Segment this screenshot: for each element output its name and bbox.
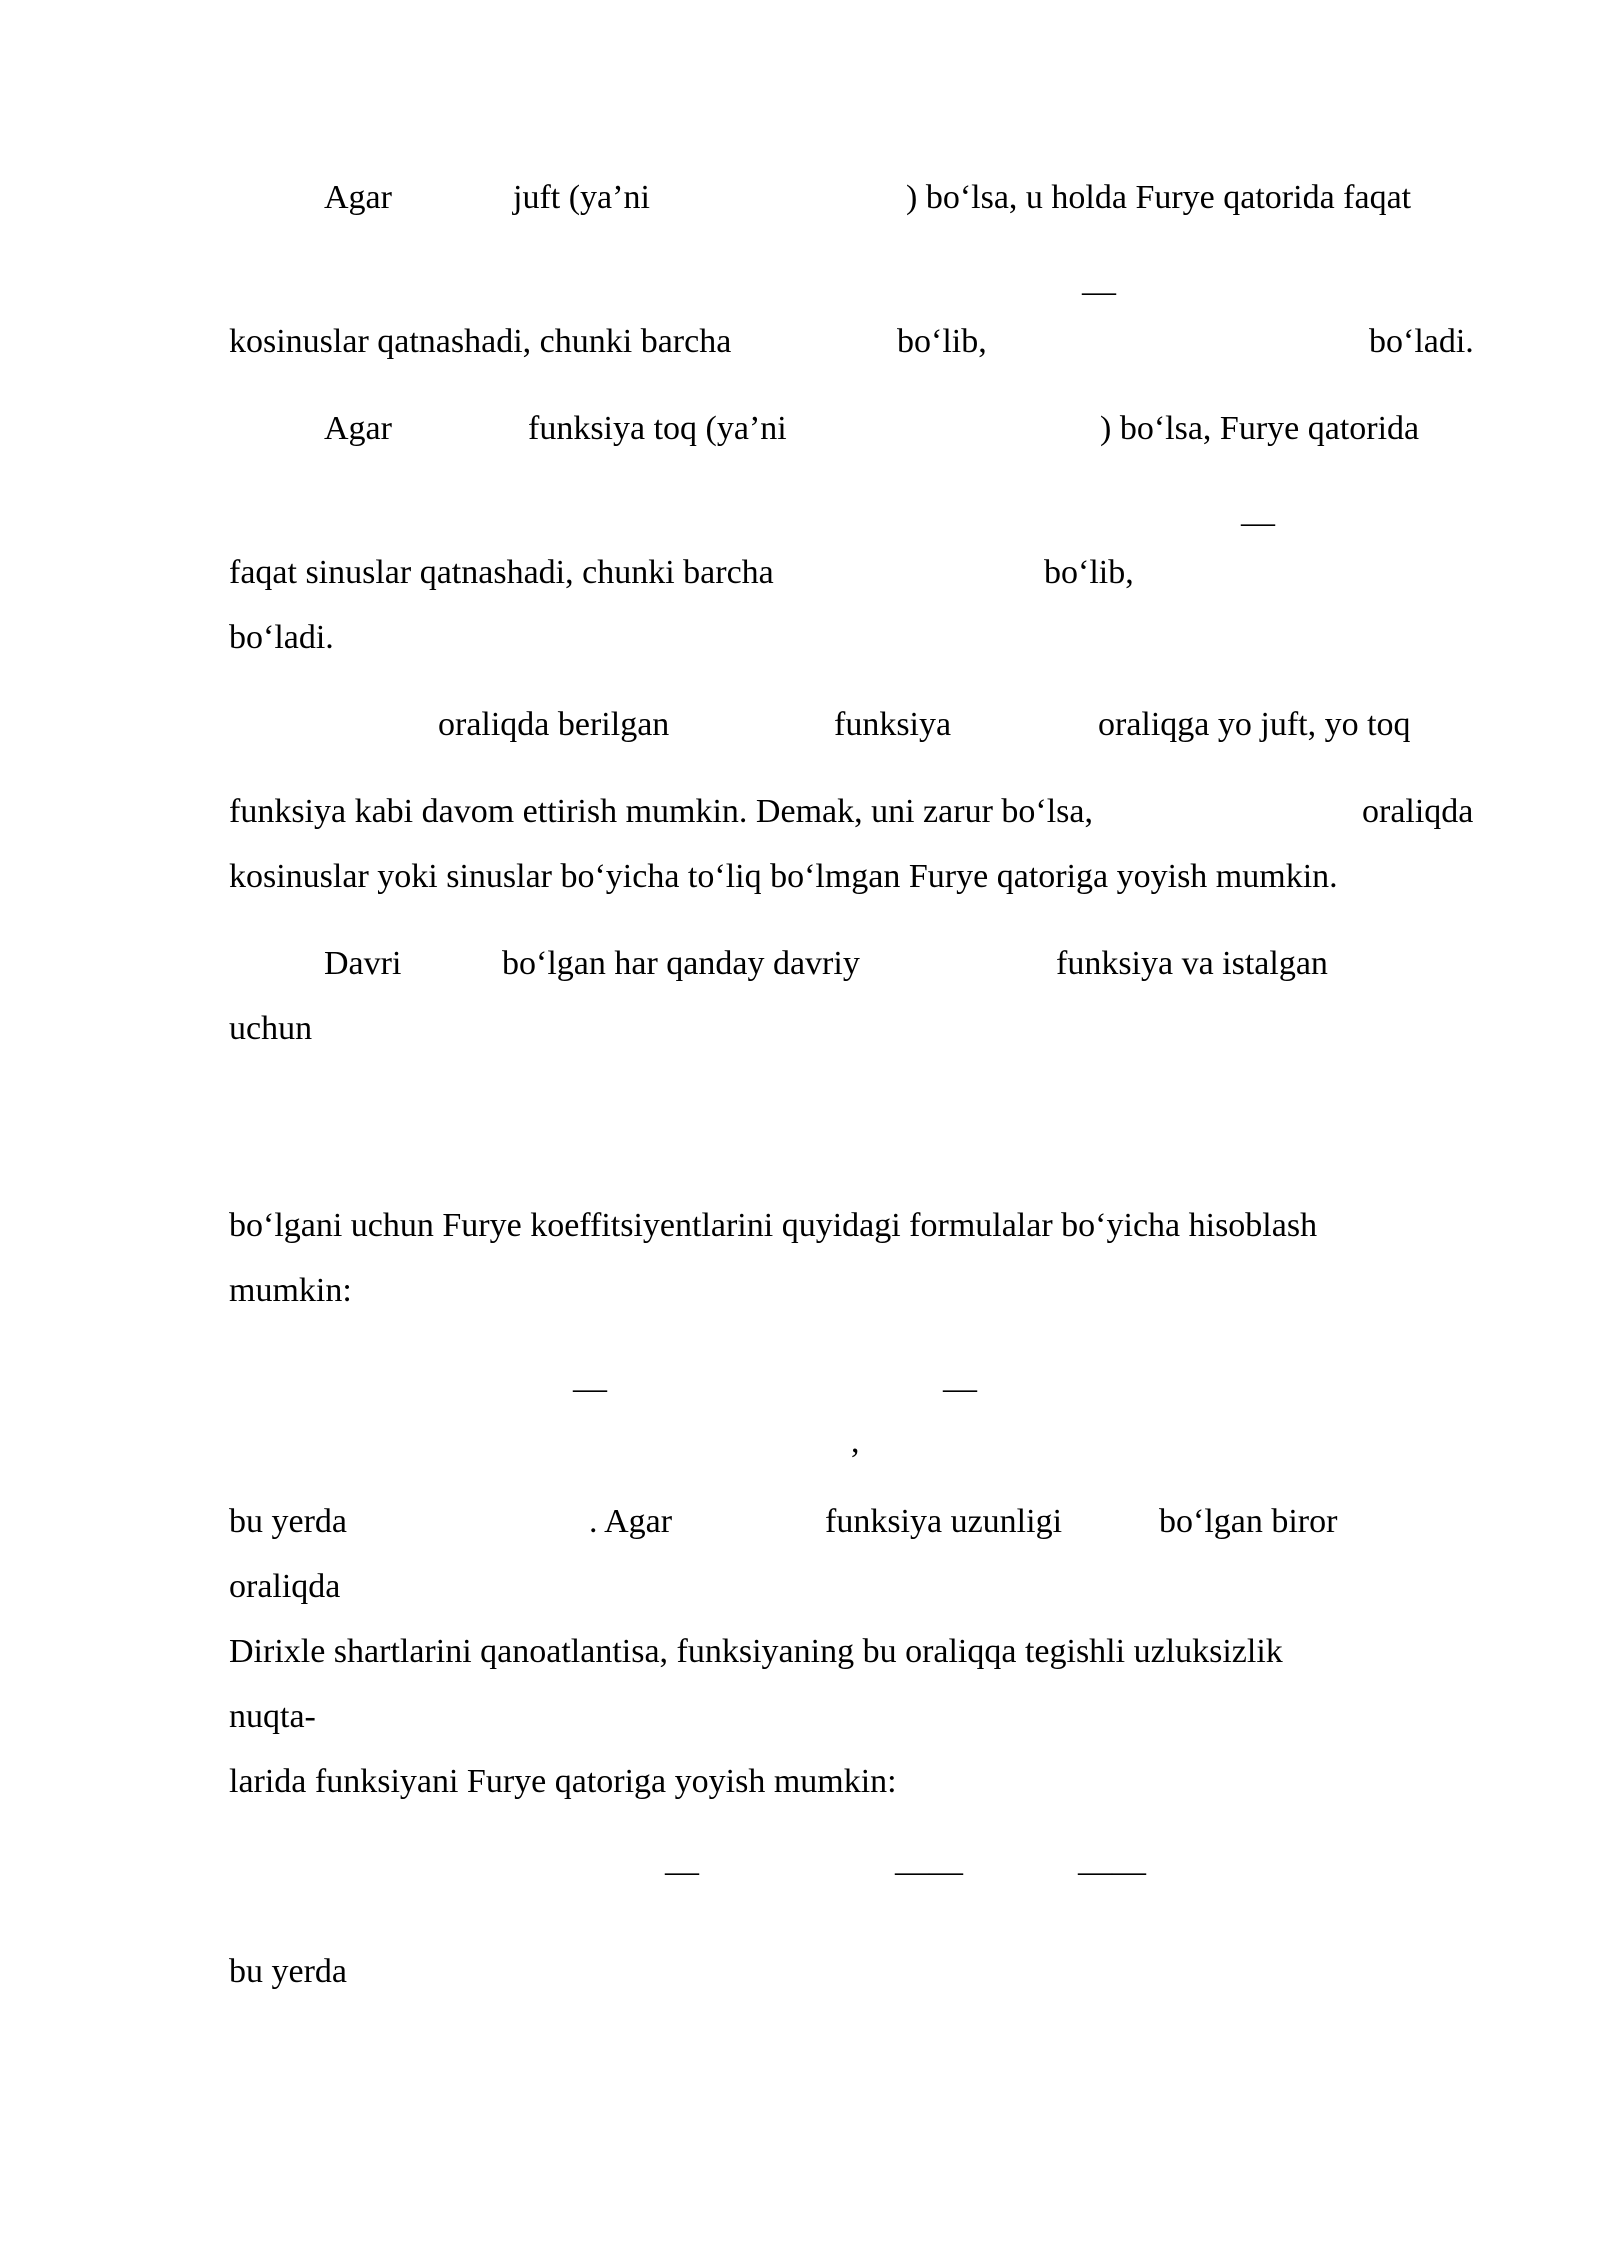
p2-line2-text: faqat sinuslar qatnashadi, chunki barcha — [229, 554, 774, 591]
p3-line2-text: funksiya kabi davom ettirish mumkin. Demak, uni zarur bo‘lsa, — [229, 793, 1093, 830]
p6-word-bolgan: bo‘lgan biror — [1159, 1503, 1338, 1540]
p3-word-oraliqda: oraliqda berilgan — [438, 706, 670, 743]
p2-fraction-bar: — — [1241, 504, 1275, 541]
p6-word-funksiya: funksiya uzunligi — [825, 1503, 1063, 1540]
p4-line2-uchun: uchun — [229, 1010, 313, 1047]
p4-word-davri: Davri — [324, 945, 402, 982]
p3-line2-oraliqda: oraliqda — [1362, 793, 1474, 830]
p5-fraction-bar-1: — — [573, 1370, 607, 1407]
p5-line2-text: mumkin: — [229, 1272, 352, 1309]
p1-line2-bolib: bo‘lib, — [897, 323, 987, 360]
p6-word-agar: . Agar — [589, 1503, 673, 1540]
p1-line2-text: kosinuslar qatnashadi, chunki barcha — [229, 323, 732, 360]
p1-word-juft: juft (ya’ni — [513, 179, 650, 216]
p1-text-end: ) bo‘lsa, u holda Furye qatorida faqat — [906, 179, 1412, 216]
p6-line2-oraliqda: oraliqda — [229, 1568, 341, 1605]
p1-fraction-bar: — — [1082, 273, 1116, 310]
p3-line3-text: kosinuslar yoki sinuslar bo‘yicha to‘liq bo‘lmgan Furye qatoriga yoyish mumkin. — [229, 858, 1338, 895]
p5-line1-text: bo‘lgani uchun Furye koeffitsiyentlarini quyidagi formulalar bo‘yicha hisoblash — [229, 1207, 1318, 1244]
p3-text-end: oraliqga yo juft, yo toq — [1098, 706, 1411, 743]
p1-word-agar: Agar — [324, 179, 392, 216]
p5-fraction-bar-2: — — [943, 1370, 977, 1407]
p6-fraction-bar-3: —— — [1078, 1853, 1146, 1890]
p6-line4-text: nuqta- — [229, 1698, 316, 1735]
p6-line5-text: larida funksiyani Furye qatoriga yoyish mumkin: — [229, 1763, 897, 1800]
p2-line2-bolib: bo‘lib, — [1044, 554, 1134, 591]
p2-word-funksiya: funksiya toq (ya’ni — [528, 410, 787, 447]
p2-text-end: ) bo‘lsa, Furye qatorida — [1100, 410, 1420, 447]
p6-fraction-bar-1: — — [665, 1853, 699, 1890]
p2-line3-boladi: bo‘ladi. — [229, 619, 334, 656]
p5-formula-comma: , — [851, 1423, 860, 1460]
p4-word-funksiya: funksiya va istalgan — [1056, 945, 1328, 982]
p7-word-bu-yerda: bu yerda — [229, 1953, 348, 1990]
p4-word-bolgan: bo‘lgan har qanday davriy — [502, 945, 860, 982]
p6-word-bu-yerda: bu yerda — [229, 1503, 348, 1540]
p3-word-funksiya: funksiya — [834, 706, 952, 743]
p2-word-agar: Agar — [324, 410, 392, 447]
p6-line3-text: Dirixle shartlarini qanoatlantisa, funksiyaning bu oraliqqa tegishli uzluksizlik — [229, 1633, 1283, 1670]
p6-fraction-bar-2: —— — [895, 1853, 963, 1890]
p1-line2-boladi: bo‘ladi. — [1369, 323, 1474, 360]
